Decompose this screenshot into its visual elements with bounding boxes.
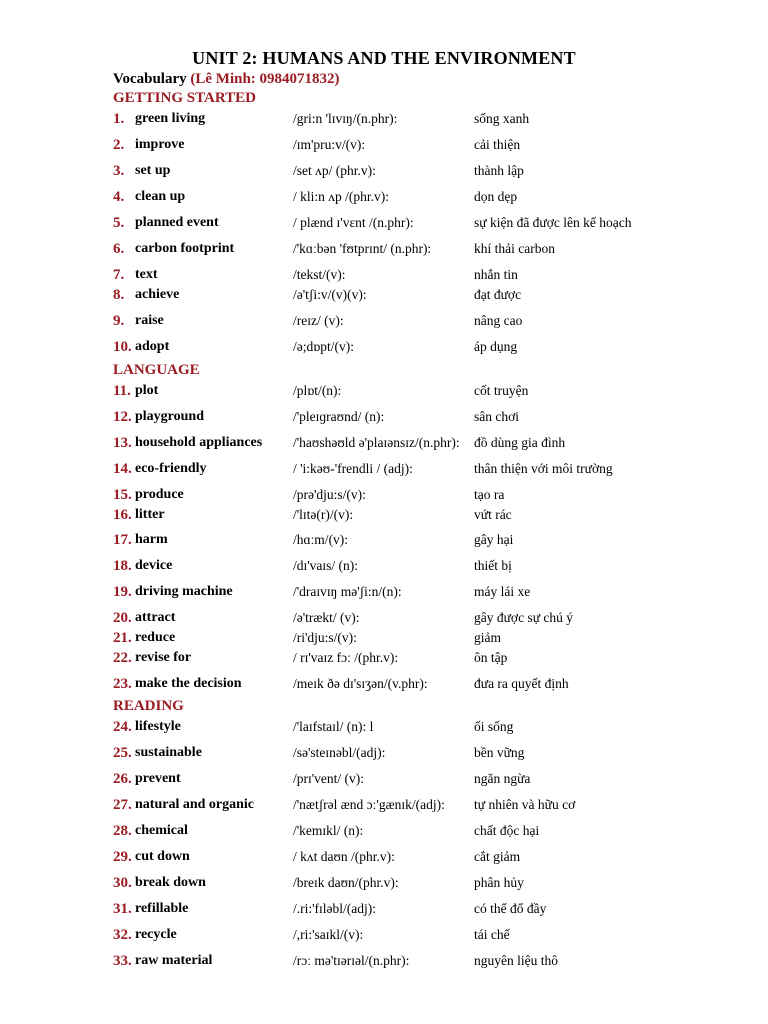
entry-number: 26. xyxy=(113,771,132,787)
entry-word: make the decision xyxy=(135,676,242,691)
entry-meaning: gây hại xyxy=(474,532,514,547)
vocabulary-label: Vocabulary xyxy=(113,71,187,87)
entry-number: 33. xyxy=(113,953,132,969)
entry-number: 4. xyxy=(113,189,125,205)
entry-pronunciation: /sə'steɪnəbl/(adj): xyxy=(293,745,386,760)
entry-meaning: dọn dẹp xyxy=(474,189,518,204)
entry-word: household appliances xyxy=(135,435,263,450)
entry-number: 3. xyxy=(113,163,125,179)
entry-number: 31. xyxy=(113,901,132,917)
entry-meaning: nâng cao xyxy=(474,313,523,328)
entry-meaning: thân thiện với môi trường xyxy=(474,461,613,476)
entry-word: text xyxy=(135,267,158,282)
entry-word: prevent xyxy=(135,771,181,786)
entry-number: 18. xyxy=(113,558,132,574)
vocab-row xyxy=(0,161,768,181)
vocab-row xyxy=(0,556,768,576)
entry-pronunciation: /prə'dju:s/(v): xyxy=(293,487,366,502)
entry-meaning: ôn tập xyxy=(474,650,508,665)
entry-number: 2. xyxy=(113,137,125,153)
entry-pronunciation: /breɪk daʊn/(phr.v): xyxy=(293,875,399,890)
vocab-row xyxy=(0,951,768,971)
entry-meaning: máy lái xe xyxy=(474,584,531,599)
vocab-row xyxy=(0,265,768,285)
vocab-row xyxy=(0,109,768,129)
vocab-row xyxy=(0,795,768,815)
vocab-row xyxy=(0,407,768,427)
entry-number: 14. xyxy=(113,461,132,477)
entry-pronunciation: /'laɪfstaɪl/ (n): l xyxy=(293,719,374,734)
entry-pronunciation: /ɪm'pru:v/(v): xyxy=(293,137,366,152)
entry-number: 28. xyxy=(113,823,132,839)
entry-word: raw material xyxy=(135,953,213,968)
entry-number: 32. xyxy=(113,927,132,943)
entry-meaning: tự nhiên và hữu cơ xyxy=(474,797,576,812)
entry-meaning: đưa ra quyết định xyxy=(474,676,569,691)
entry-number: 1. xyxy=(113,111,125,127)
entry-word: natural and organic xyxy=(135,797,255,812)
entry-pronunciation: /'lɪtə(r)/(v): xyxy=(293,507,354,522)
entry-word: set up xyxy=(135,163,171,178)
entry-word: adopt xyxy=(135,339,170,354)
entry-word: attract xyxy=(135,610,176,625)
entry-pronunciation: /meɪk ðə dɪ'sɪʒən/(v.phr): xyxy=(293,676,428,691)
entry-meaning: giảm xyxy=(474,630,501,645)
vocab-row xyxy=(0,608,768,628)
vocab-row xyxy=(0,285,768,305)
entry-meaning: ngăn ngừa xyxy=(474,771,531,786)
entry-meaning: sống xanh xyxy=(474,111,530,126)
entry-pronunciation: /prɪ'vent/ (v): xyxy=(293,771,365,786)
vocab-row xyxy=(0,135,768,155)
entry-pronunciation: /'nætʃrəl ænd ɔː'gænɪk/(adj): xyxy=(293,797,445,812)
vocab-row xyxy=(0,582,768,602)
entry-meaning: áp dụng xyxy=(474,339,518,354)
vocab-row xyxy=(0,899,768,919)
vocab-row xyxy=(0,311,768,331)
entry-word: break down xyxy=(135,875,206,890)
entry-meaning: khí thải carbon xyxy=(474,241,555,256)
entry-pronunciation: /rɔː mə'tɪərɪəl/(n.phr): xyxy=(293,953,410,968)
entry-number: 17. xyxy=(113,532,132,548)
entry-meaning: tạo ra xyxy=(474,487,505,502)
entry-meaning: bền vững xyxy=(474,745,525,760)
vocab-row xyxy=(0,674,768,694)
vocabulary-heading xyxy=(113,71,340,88)
entry-meaning: có thể đổ đầy xyxy=(474,901,547,916)
entry-pronunciation: /set ʌp/ (phr.v): xyxy=(293,163,376,178)
entry-word: raise xyxy=(135,313,164,328)
entry-number: 12. xyxy=(113,409,132,425)
vocab-row xyxy=(0,648,768,668)
entry-meaning: vứt rác xyxy=(474,507,512,522)
entry-meaning: ối sống xyxy=(474,719,514,734)
vocab-row xyxy=(0,485,768,505)
entry-meaning: chất độc hại xyxy=(474,823,540,838)
entry-pronunciation: /reɪz/ (v): xyxy=(293,313,344,328)
entry-word: improve xyxy=(135,137,185,152)
entry-pronunciation: /dɪ'vaɪs/ (n): xyxy=(293,558,359,573)
entry-meaning: nhắn tin xyxy=(474,267,518,282)
entry-meaning: thiết bị xyxy=(474,558,512,573)
entry-word: lifestyle xyxy=(135,719,181,734)
entry-pronunciation: / 'i:kəʊ-'frendli / (adj): xyxy=(293,461,413,476)
entry-word: achieve xyxy=(135,287,180,302)
entry-word: sustainable xyxy=(135,745,202,760)
entry-word: harm xyxy=(135,532,168,547)
entry-pronunciation: /.ri:'fɪləbl/(adj): xyxy=(293,901,377,916)
entry-word: playground xyxy=(135,409,204,424)
vocab-row xyxy=(0,769,768,789)
entry-number: 23. xyxy=(113,676,132,692)
author-contact: (Lê Minh: 0984071832) xyxy=(190,71,340,87)
entry-meaning: cắt giảm xyxy=(474,849,521,864)
entry-number: 7. xyxy=(113,267,125,283)
entry-meaning: đạt được xyxy=(474,287,522,302)
section-language: LANGUAGE xyxy=(113,362,200,378)
entry-number: 24. xyxy=(113,719,132,735)
entry-word: cut down xyxy=(135,849,190,864)
vocab-row xyxy=(0,187,768,207)
entry-word: driving machine xyxy=(135,584,233,599)
entry-word: device xyxy=(135,558,173,573)
vocab-row xyxy=(0,628,768,648)
entry-number: 20. xyxy=(113,610,132,626)
entry-pronunciation: / kli:n ʌp /(phr.v): xyxy=(293,189,389,204)
vocab-row xyxy=(0,459,768,479)
entry-pronunciation: /gri:n 'lɪvɪŋ/(n.phr): xyxy=(293,111,398,126)
section-reading: READING xyxy=(113,698,184,714)
entry-meaning: phân hủy xyxy=(474,875,524,890)
entry-word: clean up xyxy=(135,189,186,204)
entry-word: eco-friendly xyxy=(135,461,207,476)
entry-meaning: sân chơi xyxy=(474,409,520,424)
vocab-row xyxy=(0,821,768,841)
entry-number: 5. xyxy=(113,215,125,231)
entry-word: revise for xyxy=(135,650,192,665)
entry-pronunciation: /ə'trækt/ (v): xyxy=(293,610,360,625)
vocab-row xyxy=(0,239,768,259)
vocab-row xyxy=(0,337,768,357)
entry-word: carbon footprint xyxy=(135,241,235,256)
page-title: UNIT 2: HUMANS AND THE ENVIRONMENT xyxy=(192,48,576,68)
entry-pronunciation: /'kɑːbən 'fʊtprɪnt/ (n.phr): xyxy=(293,241,432,256)
entry-word: produce xyxy=(135,487,184,502)
vocab-row xyxy=(0,433,768,453)
entry-pronunciation: / rɪ'vaɪz fɔː /(phr.v): xyxy=(293,650,399,665)
entry-meaning: sự kiện đã được lên kế hoạch xyxy=(474,215,632,230)
entry-number: 25. xyxy=(113,745,132,761)
entry-meaning: nguyên liệu thô xyxy=(474,953,558,968)
entry-number: 8. xyxy=(113,287,125,303)
entry-number: 27. xyxy=(113,797,132,813)
entry-number: 30. xyxy=(113,875,132,891)
entry-number: 19. xyxy=(113,584,132,600)
section-getting-started: GETTING STARTED xyxy=(113,90,256,106)
entry-number: 16. xyxy=(113,507,132,523)
vocab-row xyxy=(0,505,768,525)
entry-pronunciation: /'haʊshəʊld ə'plaɪənsɪz/(n.phr): xyxy=(293,435,460,450)
entry-pronunciation: / plænd ɪ'vɛnt /(n.phr): xyxy=(293,215,414,230)
vocab-row xyxy=(0,847,768,867)
entry-meaning: cốt truyện xyxy=(474,383,529,398)
entry-pronunciation: /ə;dɒpt/(v): xyxy=(293,339,355,354)
entry-meaning: đồ dùng gia đình xyxy=(474,435,566,450)
entry-meaning: gây được sự chú ý xyxy=(474,610,574,625)
vocab-row xyxy=(0,873,768,893)
entry-number: 6. xyxy=(113,241,125,257)
entry-word: recycle xyxy=(135,927,177,942)
entry-word: green living xyxy=(135,111,206,126)
entry-number: 22. xyxy=(113,650,132,666)
entry-word: chemical xyxy=(135,823,188,838)
entry-word: litter xyxy=(135,507,165,522)
vocab-row xyxy=(0,717,768,737)
entry-meaning: thành lập xyxy=(474,163,524,178)
entry-word: planned event xyxy=(135,215,219,230)
entry-number: 10. xyxy=(113,339,132,355)
entry-pronunciation: /tekst/(v): xyxy=(293,267,346,282)
entry-meaning: cải thiện xyxy=(474,137,521,152)
entry-pronunciation: /ə'tʃi:v/(v)(v): xyxy=(293,287,367,302)
entry-pronunciation: /ri'dju:s/(v): xyxy=(293,630,357,645)
vocab-row xyxy=(0,530,768,550)
entry-pronunciation: /,ri:'saɪkl/(v): xyxy=(293,927,364,942)
vocab-row xyxy=(0,743,768,763)
entry-number: 15. xyxy=(113,487,132,503)
entry-pronunciation: / kʌt daʊn /(phr.v): xyxy=(293,849,395,864)
entry-number: 13. xyxy=(113,435,132,451)
entry-word: plot xyxy=(135,383,159,398)
vocab-row xyxy=(0,925,768,945)
entry-number: 29. xyxy=(113,849,132,865)
vocab-row xyxy=(0,213,768,233)
entry-word: reduce xyxy=(135,630,176,645)
entry-pronunciation: /'pleɪɡraʊnd/ (n): xyxy=(293,409,385,424)
entry-pronunciation: /'draɪvɪŋ mə'ʃi:n/(n): xyxy=(293,584,402,599)
entry-word: refillable xyxy=(135,901,189,916)
entry-number: 9. xyxy=(113,313,125,329)
entry-number: 11. xyxy=(113,383,131,399)
entry-number: 21. xyxy=(113,630,132,646)
vocab-row xyxy=(0,381,768,401)
entry-pronunciation: /plɒt/(n): xyxy=(293,383,342,398)
entry-pronunciation: /hɑːm/(v): xyxy=(293,532,349,547)
entry-pronunciation: /'kemɪkl/ (n): xyxy=(293,823,364,838)
entry-meaning: tái chế xyxy=(474,927,510,942)
